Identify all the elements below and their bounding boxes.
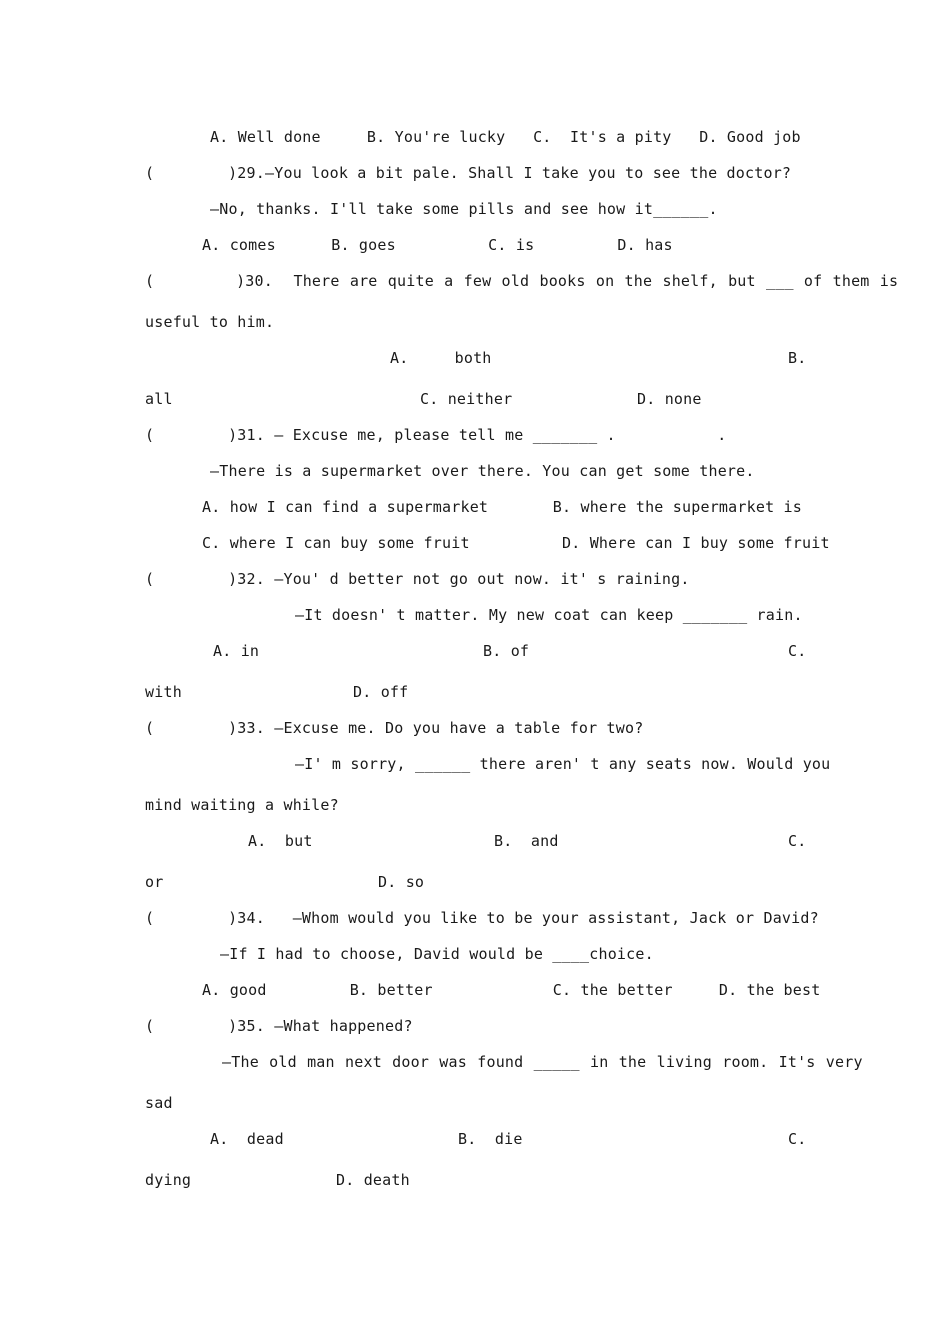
q30-option-b-label: B. [788, 349, 807, 367]
q35-option-b: B. die [458, 1130, 523, 1148]
q35-option-c-label: C. [788, 1130, 807, 1148]
q34-question: ( )34. —Whom would you like to be your assistant, Jack or David? [145, 909, 819, 927]
q35-option-a: A. dead [210, 1130, 284, 1148]
q33-option-a: A. but [248, 832, 313, 850]
q30-option-c: C. neither [420, 390, 513, 408]
q32-question: ( )32. —You' d better not go out now. it' s raining. [145, 570, 690, 588]
q29-reply: —No, thanks. I'll take some pills and see how it______. [210, 200, 718, 218]
q35-reply: —The old man next door was found _____ in the living room. It's very [222, 1053, 863, 1071]
q32-reply: —It doesn' t matter. My new coat can keep _______ rain. [295, 606, 803, 624]
q33-reply: —I' m sorry, ______ there aren' t any seats now. Would you [295, 755, 831, 773]
q35-option-d: D. death [336, 1171, 410, 1189]
q34-options: A. good B. better C. the better D. the best [202, 981, 821, 999]
q34-reply: —If I had to choose, David would be ____choice. [220, 945, 654, 963]
q32-option-c-text: with [145, 683, 182, 701]
q30-question: ( )30. There are quite a few old books on the shelf, but ___ of them is [145, 272, 899, 290]
q31-question: ( )31. — Excuse me, please tell me _______ . . [145, 426, 727, 444]
q33-reply-cont: mind waiting a while? [145, 796, 339, 814]
q30-option-d: D. none [637, 390, 702, 408]
q29-options: A. comes B. goes C. is D. has [202, 236, 673, 254]
q31-options-ab: A. how I can find a supermarket B. where the supermarket is [202, 498, 802, 516]
q32-option-a: A. in [213, 642, 260, 660]
q32-option-c-label: C. [788, 642, 807, 660]
q35-question: ( )35. —What happened? [145, 1017, 413, 1035]
q33-option-b: B. and [494, 832, 559, 850]
q31-options-cd: C. where I can buy some fruit D. Where can I buy some fruit [202, 534, 830, 552]
q29-question: ( )29.—You look a bit pale. Shall I take you to see the doctor? [145, 164, 792, 182]
q33-option-c-text: or [145, 873, 164, 891]
q33-option-d: D. so [378, 873, 425, 891]
q33-question: ( )33. —Excuse me. Do you have a table for two? [145, 719, 644, 737]
q33-option-c-label: C. [788, 832, 807, 850]
q30-question-cont: useful to him. [145, 313, 275, 331]
q30-option-b-text: all [145, 390, 173, 408]
q35-option-c-text: dying [145, 1171, 192, 1189]
q31-reply: —There is a supermarket over there. You can get some there. [210, 462, 755, 480]
q32-option-b: B. of [483, 642, 530, 660]
q28-options: A. Well done B. You're lucky C. It's a pity D. Good job [210, 128, 801, 146]
q35-reply-cont: sad [145, 1094, 173, 1112]
q32-option-d: D. off [353, 683, 409, 701]
q30-option-a: A. both [390, 349, 492, 367]
